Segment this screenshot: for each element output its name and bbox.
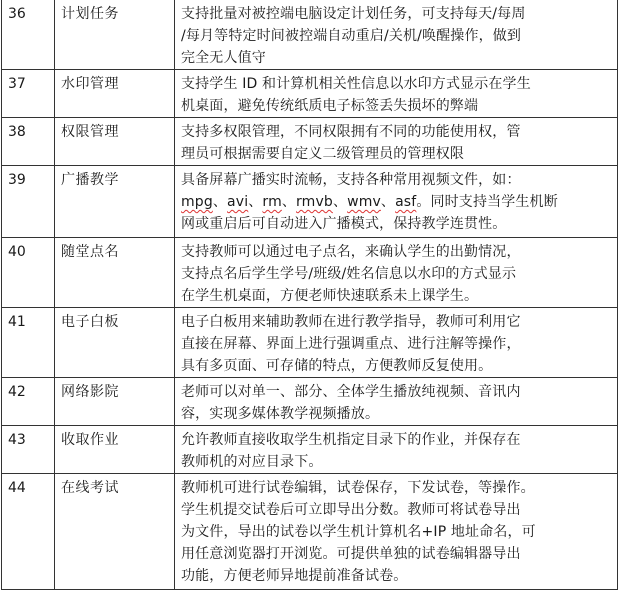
table-row <box>2 474 618 590</box>
feature-name: 水印管理 <box>55 70 175 118</box>
feature-description <box>175 474 618 590</box>
description-line: 学生机提交试卷后可立即导出分数。教师可将试卷导出 <box>181 502 521 518</box>
row-number: 38 <box>2 118 55 166</box>
format-separator: 、 <box>380 194 396 210</box>
feature-name: 计划任务 <box>55 0 175 70</box>
feature-description <box>175 426 618 474</box>
format-avi: avi <box>227 194 249 210</box>
row-number: 44 <box>2 474 55 590</box>
table-row <box>2 0 618 70</box>
feature-description <box>175 70 618 118</box>
table-row <box>2 378 618 426</box>
format-separator: 、 <box>281 194 297 210</box>
video-formats-line <box>181 191 611 213</box>
format-rmvb: rmvb <box>296 194 333 210</box>
description-line: 完全无人值守 <box>181 50 266 66</box>
description-line: 机桌面，避免传统纸质电子标签丢失损坏的弊端 <box>181 98 479 114</box>
format-wmv: wmv <box>347 194 381 210</box>
feature-description <box>175 378 618 426</box>
feature-description <box>175 238 618 308</box>
description-line: 在学生机桌面，方便老师快速联系未上课学生。 <box>181 288 479 304</box>
description-line: 电子白板用来辅助教师在进行教学指导，教师可利用它 <box>181 314 521 330</box>
feature-name: 随堂点名 <box>55 238 175 308</box>
table-row <box>2 70 618 118</box>
feature-description <box>175 118 618 166</box>
description-line: 用任意浏览器打开浏览。可提供单独的试卷编辑器导出 <box>181 546 521 562</box>
feature-description <box>175 166 618 238</box>
description-line: 直接在屏幕、界面上进行强调重点、进行注解等操作， <box>181 336 521 352</box>
description-line: 支持点名后学生学号/班级/姓名信息以水印的方式显示 <box>181 266 517 282</box>
feature-description <box>175 0 618 70</box>
feature-name: 广播教学 <box>55 166 175 238</box>
formats-tail: 。同时支持当学生机断 <box>416 194 558 210</box>
format-mpg: mpg <box>181 194 213 210</box>
description-line: 支持批量对被控端电脑设定计划任务，可支持每天/每周 <box>181 6 526 22</box>
description-line: 网或重启后可自动进入广播模式，保持教学连贯性。 <box>181 216 507 232</box>
format-separator: 、 <box>332 194 348 210</box>
row-number: 43 <box>2 426 55 474</box>
feature-description <box>175 308 618 378</box>
format-separator: 、 <box>248 194 263 210</box>
feature-name: 网络影院 <box>55 378 175 426</box>
description-line: 允许教师直接收取学生机指定目录下的作业，并保存在 <box>181 432 521 448</box>
description-line: /每月等特定时间被控端自动重启/关机/唤醒操作，做到 <box>181 28 522 44</box>
table-row <box>2 238 618 308</box>
row-number: 41 <box>2 308 55 378</box>
description-line: 具备屏幕广播实时流畅，支持各种常用视频文件，如： <box>181 172 521 188</box>
table-row <box>2 308 618 378</box>
description-line: 理员可根据需要自定义二级管理员的管理权限 <box>181 146 464 162</box>
description-line: 老师可以对单一、部分、全体学生播放纯视频、音讯内 <box>181 384 521 400</box>
description-line: 容，实现多媒体教学视频播放。 <box>181 406 380 422</box>
description-line: 教师机的对应目录下。 <box>181 454 323 470</box>
description-line: 具有多页面、可存储的特点，方便教师反复使用。 <box>181 358 493 374</box>
description-line: 教师机可进行试卷编辑，试卷保存，下发试卷，等操作。 <box>181 480 535 496</box>
description-line: 支持学生 ID 和计算机相关性信息以水印方式显示在学生 <box>181 76 531 92</box>
row-number: 37 <box>2 70 55 118</box>
format-rm: rm <box>262 194 282 210</box>
feature-name: 权限管理 <box>55 118 175 166</box>
feature-name: 收取作业 <box>55 426 175 474</box>
row-number: 42 <box>2 378 55 426</box>
description-line: 为文件，导出的试卷以学生机计算机名+IP 地址命名，可 <box>181 524 536 540</box>
format-asf: asf <box>395 194 417 210</box>
row-number: 40 <box>2 238 55 308</box>
feature-spec-table <box>1 0 618 590</box>
row-number: 39 <box>2 166 55 238</box>
feature-name: 在线考试 <box>55 474 175 590</box>
description-line: 支持多权限管理，不同权限拥有不同的功能使用权，管 <box>181 124 521 140</box>
feature-name: 电子白板 <box>55 308 175 378</box>
format-separator: 、 <box>212 194 228 210</box>
description-line: 支持教师可以通过电子点名，来确认学生的出勤情况， <box>181 244 521 260</box>
table-row <box>2 118 618 166</box>
description-line: 功能，方便老师异地提前准备试卷。 <box>181 568 408 584</box>
table-row <box>2 166 618 238</box>
table-row <box>2 426 618 474</box>
row-number: 36 <box>2 0 55 70</box>
